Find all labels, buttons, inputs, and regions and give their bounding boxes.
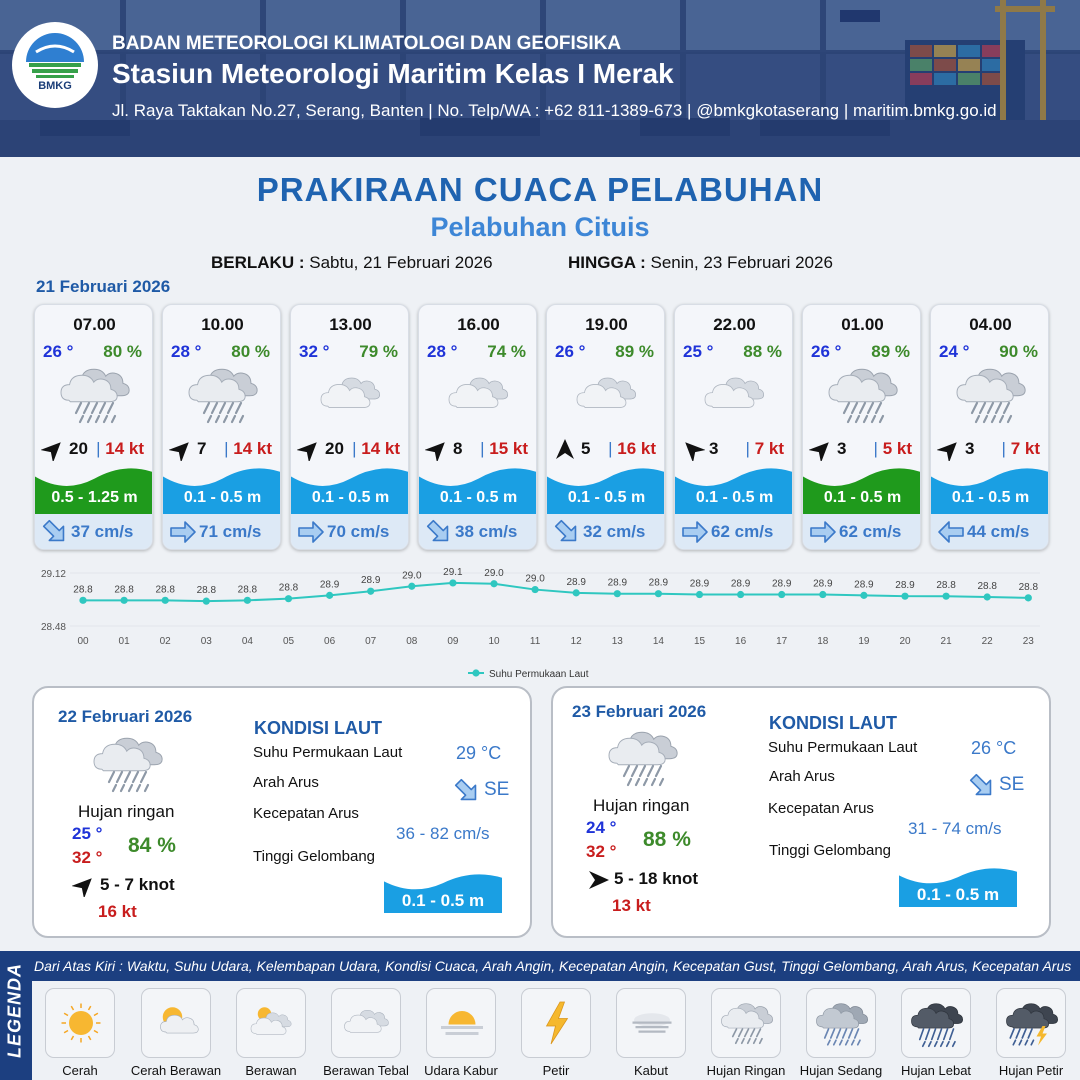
- current-row: [419, 514, 537, 550]
- wind-speed: 3: [837, 439, 847, 458]
- x-tick-label: 22: [981, 636, 993, 647]
- current-speed: 70 cm/s: [327, 522, 390, 541]
- current-direction-icon: [553, 519, 581, 545]
- day2-sea-title: KONDISI LAUT: [254, 718, 382, 738]
- day2-wave-label: Tinggi Gelombang: [253, 848, 376, 865]
- x-tick-label: 09: [447, 636, 459, 647]
- sst-data-point: [408, 583, 415, 590]
- day3-date: 23 Februari 2026: [572, 702, 707, 721]
- sst-data-point: [901, 593, 908, 600]
- legend-item-label: Berawan Tebal: [323, 1063, 409, 1078]
- day3-condition: Hujan ringan: [593, 796, 690, 815]
- wind-direction-icon: [681, 439, 705, 461]
- current-speed: 71 cm/s: [199, 522, 262, 541]
- validity-start-value: Sabtu, 21 Februari 2026: [309, 253, 493, 272]
- air-temperature: 32 °: [299, 342, 330, 361]
- day3-panel: [551, 686, 1051, 938]
- sst-data-point: [532, 586, 539, 593]
- humidity: 80 %: [103, 342, 142, 361]
- humidity: 79 %: [359, 342, 398, 361]
- light-rain-icon: [827, 363, 899, 427]
- gust-separator: |: [352, 439, 357, 458]
- wind-direction-icon: [937, 439, 961, 461]
- humidity: 88 %: [743, 342, 782, 361]
- wave-height: 0.1 - 0.5 m: [567, 489, 646, 506]
- wind-speed: 7: [197, 439, 207, 458]
- wind-speed: 20: [325, 439, 344, 458]
- current-row: [803, 514, 921, 550]
- day2-current-dir-label: Arah Arus: [253, 774, 319, 791]
- day2-temp-min: 25 °: [72, 824, 103, 843]
- sst-data-label: 28.9: [319, 579, 340, 591]
- sst-data-label: 28.9: [813, 578, 833, 590]
- legend-item-label: Hujan Ringan: [706, 1063, 786, 1078]
- overcast-icon: [699, 363, 771, 427]
- day2-temp-max: 32 °: [72, 848, 103, 867]
- agency-name: BADAN METEOROLOGI KLIMATOLOGI DAN GEOFISIKA: [112, 33, 622, 54]
- x-tick-label: 13: [611, 636, 623, 647]
- x-tick-label: 07: [365, 636, 377, 647]
- day2-light-rain-icon: [92, 732, 164, 796]
- sst-data-point: [573, 589, 580, 596]
- wind-direction-icon: [425, 439, 449, 461]
- sst-data-label: 28.9: [730, 578, 751, 590]
- day2-current-dir: SE: [484, 779, 510, 800]
- day3-wave-height: 0.1 - 0.5 m: [916, 885, 1000, 904]
- forecast-card: [418, 304, 537, 550]
- legend-item: [236, 988, 306, 1058]
- x-tick-label: 11: [529, 636, 541, 647]
- wave-height: 0.1 - 0.5 m: [439, 489, 518, 506]
- current-row: [163, 514, 281, 550]
- sst-data-label: 29.0: [525, 573, 545, 585]
- wind-direction-icon: [297, 439, 321, 461]
- current-direction-icon: [297, 519, 325, 545]
- sst-data-label: 28.9: [607, 577, 628, 589]
- current-row: [291, 514, 409, 550]
- forecast-card: [34, 304, 153, 550]
- wind-direction-icon: [553, 439, 577, 461]
- gust-speed: [224, 439, 272, 459]
- gust-separator: |: [608, 439, 613, 458]
- current-row: [547, 514, 665, 550]
- gust-speed: [352, 439, 400, 459]
- day3-sst-label: Suhu Permukaan Laut: [768, 739, 918, 756]
- wave-height: 0.1 - 0.5 m: [823, 489, 902, 506]
- sst-data-point: [614, 590, 621, 597]
- light-rain-icon: [720, 994, 774, 1052]
- sunny-icon: [54, 994, 108, 1052]
- heavy-rain-icon: [910, 994, 964, 1052]
- forecast-time: 19.00: [585, 315, 628, 334]
- gust-value: 14 kt: [361, 439, 400, 458]
- sst-data-label: 29.1: [443, 566, 463, 578]
- day3-current-speed-label: Kecepatan Arus: [768, 800, 874, 817]
- x-tick-label: 00: [77, 636, 89, 647]
- current-speed: 44 cm/s: [967, 522, 1030, 541]
- sst-data-point: [203, 598, 210, 605]
- sst-data-label: 28.9: [771, 578, 792, 590]
- bmkg-logo: [12, 22, 98, 108]
- current-direction-icon: [169, 519, 197, 545]
- day2-panel: [32, 686, 532, 938]
- sst-data-point: [490, 580, 497, 587]
- gust-speed: [480, 439, 528, 459]
- gust-speed: [1002, 439, 1040, 459]
- forecast-time: 01.00: [841, 315, 884, 334]
- gust-separator: |: [873, 439, 878, 458]
- x-tick-label: 17: [776, 636, 788, 647]
- forecast-time: 22.00: [713, 315, 756, 334]
- sst-data-point: [162, 597, 169, 604]
- wind-speed: 3: [709, 439, 719, 458]
- x-tick-label: 16: [735, 636, 747, 647]
- x-tick-label: 19: [858, 636, 870, 647]
- air-temperature: 26 °: [811, 342, 842, 361]
- sst-data-label: 28.8: [196, 585, 217, 597]
- sst-data-point: [778, 591, 785, 598]
- sst-data-point: [1025, 594, 1032, 601]
- gust-separator: |: [1001, 439, 1006, 458]
- legend-description: Dari Atas Kiri : Waktu, Suhu Udara, Kelembapan Udara, Kondisi Cuaca, Arah Angin, Kecepatan Angin, Kecepatan Gust, Tinggi Gelombang, Arah Arus, Kecepatan Arus: [34, 958, 1072, 974]
- x-tick-label: 15: [693, 636, 706, 647]
- validity-end: [568, 253, 833, 273]
- legend-item: [996, 988, 1066, 1058]
- forecast-time: 13.00: [329, 315, 372, 334]
- legend-label: Suhu Permukaan Laut: [489, 669, 589, 680]
- gust-separator: |: [96, 439, 101, 458]
- forecast-time: 10.00: [201, 315, 244, 334]
- sst-data-label: 28.9: [360, 575, 381, 587]
- gust-value: 5 kt: [882, 439, 912, 458]
- fog-icon: [625, 994, 679, 1052]
- validity-end-value: Senin, 23 Februari 2026: [650, 253, 833, 272]
- legend-item: [806, 988, 876, 1058]
- overcast-icon: [443, 363, 515, 427]
- y-tick-label: 29.12: [40, 569, 66, 580]
- day3-temp-min: 24 °: [586, 818, 617, 837]
- page-title: PRAKIRAAN CUACA PELABUHAN: [256, 171, 824, 208]
- gust-separator: |: [745, 439, 750, 458]
- day2-current-speed-label: Kecepatan Arus: [253, 805, 359, 822]
- validity-start-label: BERLAKU :: [211, 253, 305, 272]
- legend-item-label: Hujan Petir: [998, 1063, 1064, 1078]
- gust-value: 14 kt: [105, 439, 144, 458]
- wind-speed: 3: [965, 439, 975, 458]
- forecast-card: [162, 304, 281, 550]
- air-temperature: 28 °: [427, 342, 458, 361]
- day2-current-arrow-icon: [453, 778, 481, 804]
- legend-item-label: Berawan: [245, 1063, 297, 1078]
- sst-data-point: [984, 593, 991, 600]
- legend-item-label: Cerah Berawan: [130, 1063, 222, 1078]
- moderate-rain-icon: [815, 994, 869, 1052]
- day3-wind-direction-icon: [586, 869, 610, 891]
- legend-item: [141, 988, 211, 1058]
- current-direction-icon: [681, 519, 709, 545]
- sst-data-label: 28.8: [237, 584, 258, 596]
- wind-direction-icon: [169, 439, 193, 461]
- sst-series-line: [83, 583, 1028, 601]
- sst-data-label: 28.8: [936, 580, 956, 592]
- station-name: Stasiun Meteorologi Maritim Kelas I Merak: [112, 58, 674, 89]
- day3-current-arrow-icon: [968, 773, 996, 799]
- cloudy-icon: [245, 994, 299, 1052]
- day2-condition: Hujan ringan: [78, 802, 175, 821]
- sst-data-label: 28.9: [854, 579, 874, 591]
- sst-data-point: [696, 591, 703, 598]
- day3-wind-speed: 5 - 18 knot: [614, 869, 699, 888]
- day3-current-speed: 31 - 74 cm/s: [908, 819, 1002, 838]
- sst-data-point: [326, 592, 333, 599]
- air-temperature: 25 °: [683, 342, 714, 361]
- sst-data-label: 28.8: [73, 584, 93, 596]
- day2-humidity: 84 %: [128, 834, 176, 857]
- sst-data-label: 29.0: [402, 570, 422, 582]
- overcast-icon: [571, 363, 643, 427]
- current-speed: 62 cm/s: [711, 522, 774, 541]
- port-name: Pelabuhan Cituis: [430, 212, 650, 242]
- sst-data-point: [79, 597, 86, 604]
- day3-sst: 26 °C: [971, 738, 1017, 758]
- haze-icon: [435, 994, 489, 1052]
- legend-item: [331, 988, 401, 1058]
- x-tick-label: 02: [159, 636, 171, 647]
- current-direction-icon: [41, 519, 69, 545]
- day3-sea-title: KONDISI LAUT: [769, 713, 897, 733]
- forecast-card: [930, 304, 1049, 550]
- day3-gust: 13 kt: [612, 896, 651, 915]
- legend-marker: [472, 669, 479, 676]
- day3-wave-label: Tinggi Gelombang: [769, 842, 892, 859]
- sst-data-point: [655, 590, 662, 597]
- legend-item: [711, 988, 781, 1058]
- partly-cloudy-icon: [150, 994, 204, 1052]
- x-tick-label: 21: [940, 636, 952, 647]
- y-tick-label: 28.48: [40, 622, 66, 633]
- air-temperature: 26 °: [43, 342, 74, 361]
- x-tick-label: 23: [1022, 636, 1034, 647]
- x-tick-label: 03: [200, 636, 212, 647]
- current-row: [931, 514, 1049, 550]
- sst-data-point: [367, 588, 374, 595]
- current-speed: 38 cm/s: [455, 522, 518, 541]
- day2-date: 22 Februari 2026: [58, 707, 193, 726]
- day2-current-speed: 36 - 82 cm/s: [396, 824, 490, 843]
- sst-data-label: 28.9: [648, 577, 669, 589]
- legend-item: [521, 988, 591, 1058]
- x-tick-label: 08: [406, 636, 418, 647]
- wave-height: 0.1 - 0.5 m: [695, 489, 774, 506]
- forecast-card: [290, 304, 409, 550]
- validity-end-label: HINGGA :: [568, 253, 646, 272]
- humidity: 90 %: [999, 342, 1038, 361]
- wind-speed: 8: [453, 439, 463, 458]
- wave-height: 0.1 - 0.5 m: [951, 489, 1030, 506]
- sst-data-point: [943, 593, 950, 600]
- legend-item-label: Petir: [542, 1063, 570, 1078]
- thunderstorm-icon: [1005, 994, 1059, 1052]
- x-tick-label: 18: [817, 636, 829, 647]
- day3-current-dir: SE: [999, 774, 1025, 795]
- wave-height: 0.5 - 1.25 m: [51, 489, 138, 506]
- sst-data-label: 28.9: [689, 578, 710, 590]
- humidity: 89 %: [871, 342, 910, 361]
- gust-speed: [874, 439, 912, 459]
- wind-speed: 5: [581, 439, 591, 458]
- gust-separator: |: [480, 439, 485, 458]
- sst-data-point: [860, 592, 867, 599]
- air-temperature: 26 °: [555, 342, 586, 361]
- forecast-time: 07.00: [73, 315, 116, 334]
- sst-data-point: [121, 597, 128, 604]
- sst-data-point: [285, 595, 292, 602]
- sst-data-point: [819, 591, 826, 598]
- wave-height: 0.1 - 0.5 m: [183, 489, 262, 506]
- wave-height: 0.1 - 0.5 m: [311, 489, 390, 506]
- sst-data-label: 28.9: [566, 576, 586, 588]
- legend-item-label: Hujan Sedang: [799, 1063, 883, 1078]
- current-speed: 32 cm/s: [583, 522, 646, 541]
- forecast-time: 16.00: [457, 315, 500, 334]
- sst-data-label: 28.8: [977, 581, 997, 593]
- sst-line-chart: [0, 558, 1080, 683]
- humidity: 74 %: [487, 342, 526, 361]
- legend-item: [616, 988, 686, 1058]
- day1-date: 21 Februari 2026: [36, 277, 171, 296]
- wind-direction-icon: [41, 439, 65, 461]
- legend-title: LEGENDA: [4, 963, 25, 1059]
- sst-data-label: 28.8: [278, 582, 299, 594]
- gust-value: 15 kt: [489, 439, 528, 458]
- forecast-card: [674, 304, 793, 550]
- current-row: [35, 514, 153, 550]
- day3-light-rain-icon: [607, 726, 679, 790]
- day2-sst-label: Suhu Permukaan Laut: [253, 744, 403, 761]
- sst-data-label: 28.8: [1018, 581, 1039, 593]
- legend-item: [426, 988, 496, 1058]
- sst-data-label: 28.8: [114, 584, 134, 596]
- x-tick-label: 20: [899, 636, 911, 647]
- legend-item-label: Kabut: [634, 1063, 668, 1078]
- sst-data-label: 28.8: [155, 584, 175, 596]
- legend-item-label: Hujan Lebat: [900, 1063, 972, 1078]
- day3-humidity: 88 %: [643, 828, 691, 851]
- sst-data-label: 28.9: [895, 580, 915, 592]
- gust-value: 14 kt: [233, 439, 272, 458]
- x-tick-label: 04: [241, 636, 253, 647]
- gust-value: 16 kt: [617, 439, 656, 458]
- forecast-card: [546, 304, 665, 550]
- air-temperature: 24 °: [939, 342, 970, 361]
- forecast-card: [802, 304, 921, 550]
- sst-data-point: [244, 597, 251, 604]
- day2-wind-speed: 5 - 7 knot: [100, 875, 175, 894]
- day2-gust: 16 kt: [98, 902, 137, 921]
- legend-item: [901, 988, 971, 1058]
- sst-data-label: 29.0: [484, 567, 504, 579]
- current-direction-icon: [937, 519, 965, 545]
- x-tick-label: 10: [488, 636, 500, 647]
- day2-wind-direction-icon: [72, 875, 96, 897]
- day3-temp-max: 32 °: [586, 842, 617, 861]
- light-rain-icon: [187, 363, 259, 427]
- x-tick-label: 12: [570, 636, 582, 647]
- light-rain-icon: [955, 363, 1027, 427]
- day2-wave-height: 0.1 - 0.5 m: [401, 891, 485, 910]
- legend-item-label: Cerah: [62, 1063, 98, 1078]
- day3-current-dir-label: Arah Arus: [769, 768, 835, 785]
- legend-item: [45, 988, 115, 1058]
- header-banner: [0, 0, 1080, 157]
- legend-item-label: Udara Kabur: [424, 1063, 498, 1078]
- x-tick-label: 01: [118, 636, 130, 647]
- station-contact: Jl. Raya Taktakan No.27, Serang, Banten | No. Telp/WA : +62 811-1389-673 | @bmkgkotaserang | maritim.bmkg.go.id: [112, 101, 997, 120]
- logo-label: BMKG: [38, 80, 72, 92]
- current-speed: 37 cm/s: [71, 522, 134, 541]
- humidity: 89 %: [615, 342, 654, 361]
- x-tick-label: 14: [652, 636, 664, 647]
- bmkg-logo-emblem: [12, 22, 98, 108]
- gust-value: 7 kt: [1010, 439, 1040, 458]
- gust-separator: |: [224, 439, 229, 458]
- x-tick-label: 05: [282, 636, 295, 647]
- current-row: [675, 514, 793, 550]
- gust-speed: [96, 439, 144, 459]
- sst-data-point: [449, 579, 456, 586]
- current-direction-icon: [425, 519, 453, 545]
- current-direction-icon: [809, 519, 837, 545]
- current-speed: 62 cm/s: [839, 522, 902, 541]
- light-rain-icon: [59, 363, 131, 427]
- validity-start: [211, 253, 493, 273]
- gust-speed: [746, 439, 784, 459]
- gust-speed: [608, 439, 656, 459]
- wind-speed: 20: [69, 439, 88, 458]
- wind-direction-icon: [809, 439, 833, 461]
- lightning-icon: [530, 994, 584, 1052]
- day2-sst: 29 °C: [456, 743, 502, 763]
- overcast-icon: [315, 363, 387, 427]
- overcast-icon: [340, 994, 394, 1052]
- humidity: 80 %: [231, 342, 270, 361]
- air-temperature: 28 °: [171, 342, 202, 361]
- forecast-time: 04.00: [969, 315, 1012, 334]
- x-tick-label: 06: [324, 636, 336, 647]
- sst-data-point: [737, 591, 744, 598]
- gust-value: 7 kt: [754, 439, 784, 458]
